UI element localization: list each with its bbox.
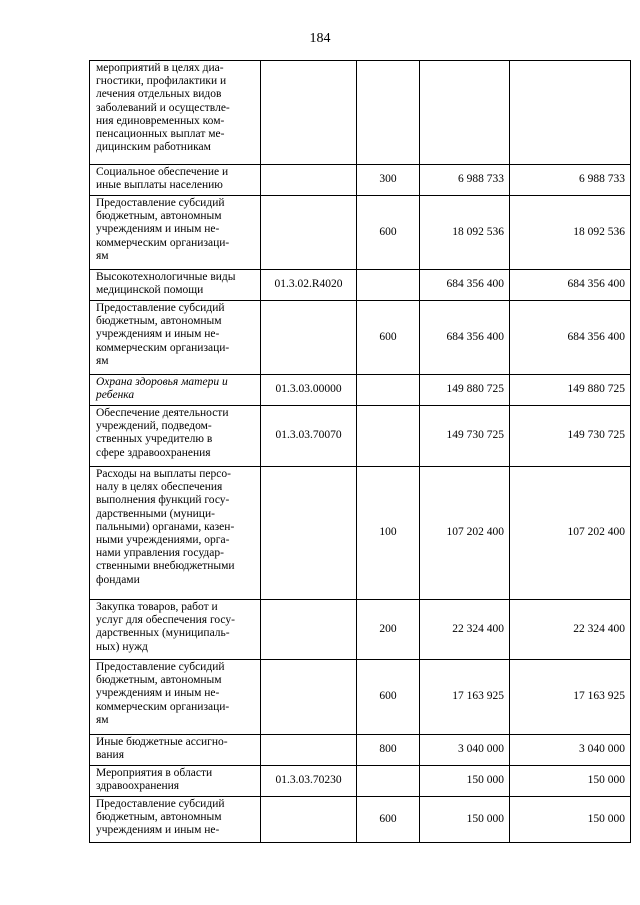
expense-name: Предоставление субсидий бюджетным, автономным учреждениям и иным не- коммерческим организаци- ям	[90, 660, 261, 735]
amount-second: 107 202 400	[510, 467, 631, 600]
amount-second: 18 092 536	[510, 196, 631, 270]
amount-first: 3 040 000	[420, 735, 510, 766]
expense-kind: 300	[357, 165, 420, 196]
amount-first: 22 324 400	[420, 600, 510, 660]
amount-second: 150 000	[510, 766, 631, 797]
amount-second: 150 000	[510, 797, 631, 843]
expense-kind	[357, 375, 420, 406]
target-code	[261, 301, 357, 375]
table-row	[90, 660, 631, 735]
expense-kind: 200	[357, 600, 420, 660]
expense-name: Закупка товаров, работ и услуг для обеспечения госу- дарственных (муниципаль- ных) нужд	[90, 600, 261, 660]
amount-second: 6 988 733	[510, 165, 631, 196]
expense-kind	[357, 270, 420, 301]
amount-second: 149 730 725	[510, 406, 631, 467]
amount-second: 149 880 725	[510, 375, 631, 406]
table-row	[90, 301, 631, 375]
expense-kind	[357, 766, 420, 797]
table-row	[90, 196, 631, 270]
amount-first: 149 730 725	[420, 406, 510, 467]
target-code	[261, 600, 357, 660]
expense-kind: 100	[357, 467, 420, 600]
expense-name: Охрана здоровья матери и ребенка	[90, 375, 261, 406]
expense-name: Иные бюджетные ассигно- вания	[90, 735, 261, 766]
page-number: 184	[309, 31, 331, 46]
table-row	[90, 270, 631, 301]
expense-kind: 600	[357, 301, 420, 375]
expense-kind: 600	[357, 660, 420, 735]
expense-name: Высокотехнологичные виды медицинской помощи	[90, 270, 261, 301]
table-row	[90, 375, 631, 406]
expense-name: Расходы на выплаты персо- налу в целях обеспечения выполнения функций госу- дарственными (муници- пальными) органами, казен- ными учреждениями, орга- нами управления государ- ственными внебюджетными фондами	[90, 467, 261, 600]
expense-kind: 600	[357, 196, 420, 270]
table-row	[90, 467, 631, 600]
table-row	[90, 766, 631, 797]
expense-kind	[357, 406, 420, 467]
amount-first: 150 000	[420, 797, 510, 843]
amount-second: 22 324 400	[510, 600, 631, 660]
target-code: 01.3.02.R4020	[261, 270, 357, 301]
amount-first: 149 880 725	[420, 375, 510, 406]
target-code	[261, 467, 357, 600]
amount-first: 684 356 400	[420, 301, 510, 375]
amount-first: 6 988 733	[420, 165, 510, 196]
amount-second: 17 163 925	[510, 660, 631, 735]
amount-first: 684 356 400	[420, 270, 510, 301]
expense-name: Предоставление субсидий бюджетным, автономным учреждениям и иным не-	[90, 797, 261, 843]
target-code: 01.3.03.70070	[261, 406, 357, 467]
budget-table	[89, 60, 631, 843]
amount-first: 18 092 536	[420, 196, 510, 270]
table-row	[90, 600, 631, 660]
expense-name: Социальное обеспечение и иные выплаты населению	[90, 165, 261, 196]
target-code: 01.3.03.70230	[261, 766, 357, 797]
target-code	[261, 735, 357, 766]
expense-name: Предоставление субсидий бюджетным, автономным учреждениям и иным не- коммерческим организаци- ям	[90, 196, 261, 270]
amount-first: 107 202 400	[420, 467, 510, 600]
table-row	[90, 735, 631, 766]
expense-kind: 800	[357, 735, 420, 766]
amount-second: 3 040 000	[510, 735, 631, 766]
table-row	[90, 797, 631, 843]
target-code: 01.3.03.00000	[261, 375, 357, 406]
target-code	[261, 165, 357, 196]
expense-name: Предоставление субсидий бюджетным, автономным учреждениям и иным не- коммерческим организаци- ям	[90, 301, 261, 375]
expense-kind: 600	[357, 797, 420, 843]
table-row	[90, 165, 631, 196]
expense-name: Обеспечение деятельности учреждений, подведом- ственных учредителю в сфере здравоохранения	[90, 406, 261, 467]
budget-table-body	[90, 61, 631, 843]
target-code	[261, 61, 357, 165]
amount-second: 684 356 400	[510, 301, 631, 375]
expense-kind	[357, 61, 420, 165]
target-code	[261, 797, 357, 843]
target-code	[261, 196, 357, 270]
table-row	[90, 406, 631, 467]
amount-first	[420, 61, 510, 165]
table-row	[90, 61, 631, 165]
amount-second: 684 356 400	[510, 270, 631, 301]
expense-name: мероприятий в целях диа- гностики, профилактики и лечения отдельных видов заболеваний и осуществле- ния единовременных ком- пенсационных выплат ме- дицинским работникам	[90, 61, 261, 165]
expense-name: Мероприятия в области здравоохранения	[90, 766, 261, 797]
amount-second	[510, 61, 631, 165]
amount-first: 17 163 925	[420, 660, 510, 735]
target-code	[261, 660, 357, 735]
amount-first: 150 000	[420, 766, 510, 797]
